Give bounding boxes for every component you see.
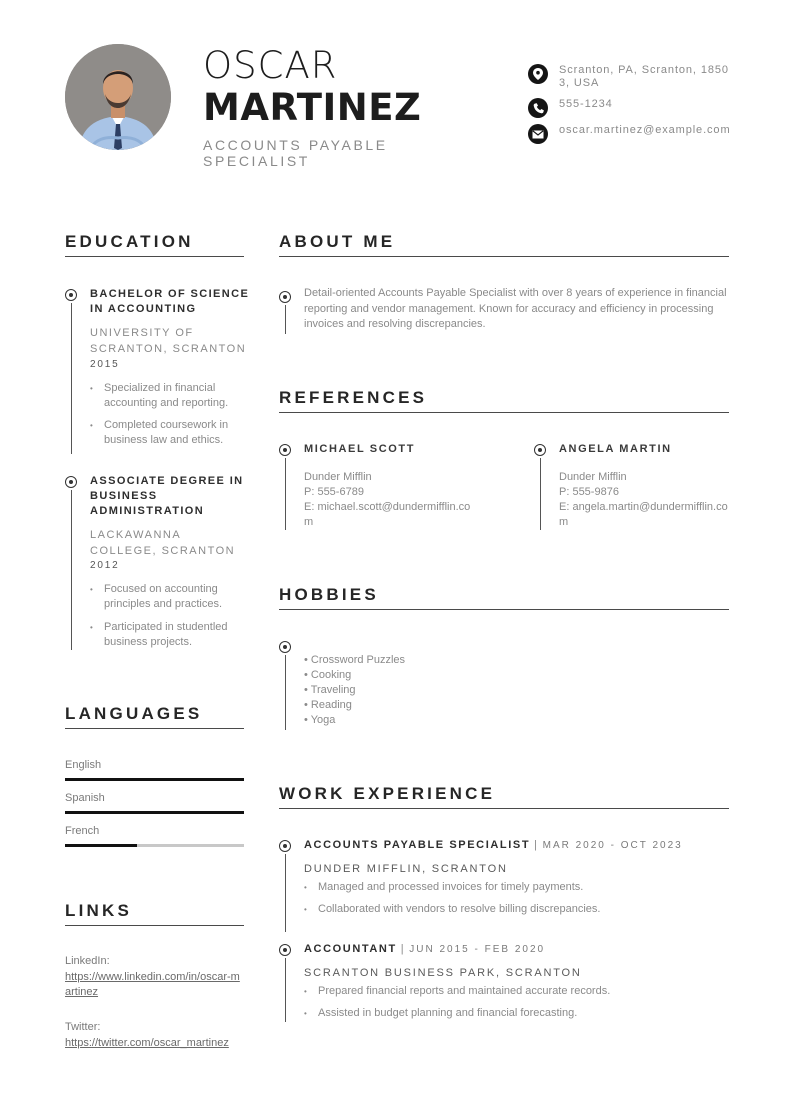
timeline-line xyxy=(285,305,286,334)
education-school: LACKAWANNA COLLEGE, SCRANTON xyxy=(90,529,236,557)
timeline-line xyxy=(540,458,541,530)
language-level-bar xyxy=(65,844,244,847)
links-rule xyxy=(65,925,244,926)
reference-company: Dunder Mifflin xyxy=(559,471,627,483)
timeline-dot-icon xyxy=(279,291,291,303)
contact-email xyxy=(528,124,733,144)
about-text: Detail-oriented Accounts Payable Specialist with over 8 years of experience in financial reporting and vendor management. Known for accuracy and efficiency in processing invoices and resolving discrepancies. xyxy=(304,287,727,330)
education-bullet: • Participated in studentled business projects. xyxy=(90,620,250,650)
person-portrait-icon xyxy=(65,44,171,150)
timeline-line xyxy=(71,303,72,454)
education-year: 2012 xyxy=(90,560,120,571)
education-rule xyxy=(65,256,244,257)
timeline-dot-icon xyxy=(534,444,546,456)
timeline-dot-icon xyxy=(279,840,291,852)
education-heading: EDUCATION xyxy=(65,232,194,251)
envelope-icon xyxy=(528,124,548,144)
link-label: LinkedIn: xyxy=(65,955,110,967)
education-degree: BACHELOR OF SCIENCE IN ACCOUNTING xyxy=(90,288,250,315)
timeline-line xyxy=(285,854,286,932)
phone-icon xyxy=(528,98,548,118)
languages-rule xyxy=(65,728,244,729)
about-rule xyxy=(279,256,729,257)
education-bullet: • Specialized in financial accounting and reporting. xyxy=(90,381,250,411)
reference-phone: P: 555-9876 xyxy=(559,486,619,498)
work-rule xyxy=(279,808,729,809)
timeline-dot-icon xyxy=(65,476,77,488)
languages-heading: LANGUAGES xyxy=(65,704,203,723)
work-heading: WORK EXPERIENCE xyxy=(279,784,496,803)
job-dates: MAR 2020 - OCT 2023 xyxy=(542,840,683,851)
reference-name: MICHAEL SCOTT xyxy=(304,443,416,455)
phone-text: 555-1234 xyxy=(559,98,613,110)
references-heading: REFERENCES xyxy=(279,388,428,407)
job-bullet: • Assisted in budget planning and financial forecasting. xyxy=(304,1006,724,1021)
job-role: ACCOUNTANT xyxy=(304,943,397,955)
contact-address xyxy=(528,64,733,90)
timeline-dot-icon xyxy=(65,289,77,301)
reference-phone: P: 555-6789 xyxy=(304,486,364,498)
address-text: Scranton, PA, Scranton, 18503, USA xyxy=(559,64,729,89)
language-name: English xyxy=(65,759,102,771)
reference-company: Dunder Mifflin xyxy=(304,471,372,483)
references-rule xyxy=(279,412,729,413)
contact-phone xyxy=(528,98,733,118)
timeline-line xyxy=(71,490,72,650)
timeline-line xyxy=(285,655,286,730)
hobby-item: • Yoga xyxy=(304,714,336,726)
education-bullet: • Completed coursework in business law and ethics. xyxy=(90,418,250,448)
hobby-item: • Crossword Puzzles xyxy=(304,654,406,666)
last-name: MARTINEZ xyxy=(203,86,422,129)
reference-name: ANGELA MARTIN xyxy=(559,443,672,455)
job-bullet: • Managed and processed invoices for timely payments. xyxy=(304,880,724,895)
job-company: SCRANTON BUSINESS PARK, SCRANTON xyxy=(304,967,582,979)
language-level-fill xyxy=(65,778,244,781)
location-pin-icon xyxy=(528,64,548,84)
reference-email: E: angela.martin@dundermifflin.com xyxy=(559,501,728,528)
job-company: DUNDER MIFFLIN, SCRANTON xyxy=(304,863,508,875)
reference-email: E: michael.scott@dundermifflin.com xyxy=(304,501,471,528)
hobbies-rule xyxy=(279,609,729,610)
job-dates: JUN 2015 - FEB 2020 xyxy=(409,944,546,955)
email-text[interactable]: oscar.martinez@example.com xyxy=(559,124,731,136)
language-level-bar xyxy=(65,811,244,814)
timeline-line xyxy=(285,458,286,530)
job-separator: | xyxy=(400,943,406,955)
language-name: Spanish xyxy=(65,792,105,804)
timeline-line xyxy=(285,958,286,1022)
job-bullet: • Prepared financial reports and maintained accurate records. xyxy=(304,984,724,999)
education-degree: ASSOCIATE DEGREE IN BUSINESS ADMINISTRATION xyxy=(90,475,244,517)
link-label: Twitter: xyxy=(65,1021,101,1033)
education-bullet: • Focused on accounting principles and practices. xyxy=(90,582,250,612)
profile-photo xyxy=(65,44,171,150)
job-role: ACCOUNTS PAYABLE SPECIALIST xyxy=(304,839,531,851)
language-level-fill xyxy=(65,811,244,814)
hobby-item: • Cooking xyxy=(304,669,352,681)
hobby-item: • Reading xyxy=(304,699,352,711)
hobbies-heading: HOBBIES xyxy=(279,585,379,604)
job-header xyxy=(304,839,683,851)
links-heading: LINKS xyxy=(65,901,132,920)
first-name: OSCAR xyxy=(203,44,338,87)
job-title: ACCOUNTS PAYABLE SPECIALIST xyxy=(203,137,388,169)
timeline-dot-icon xyxy=(279,944,291,956)
education-school: UNIVERSITY OF SCRANTON, SCRANTON xyxy=(90,327,247,355)
timeline-dot-icon xyxy=(279,641,291,653)
language-level-bar xyxy=(65,778,244,781)
hobby-item: • Traveling xyxy=(304,684,356,696)
twitter-link[interactable]: https://twitter.com/oscar_martinez xyxy=(65,1037,229,1049)
language-level-fill xyxy=(65,844,137,847)
education-year: 2015 xyxy=(90,359,120,370)
language-name: French xyxy=(65,825,100,837)
timeline-dot-icon xyxy=(279,444,291,456)
linkedin-link[interactable]: https://www.linkedin.com/in/oscar-martinez xyxy=(65,971,240,998)
job-bullet: • Collaborated with vendors to resolve billing discrepancies. xyxy=(304,902,724,917)
about-heading: ABOUT ME xyxy=(279,232,396,251)
job-separator: | xyxy=(534,839,539,851)
job-header xyxy=(304,943,545,955)
